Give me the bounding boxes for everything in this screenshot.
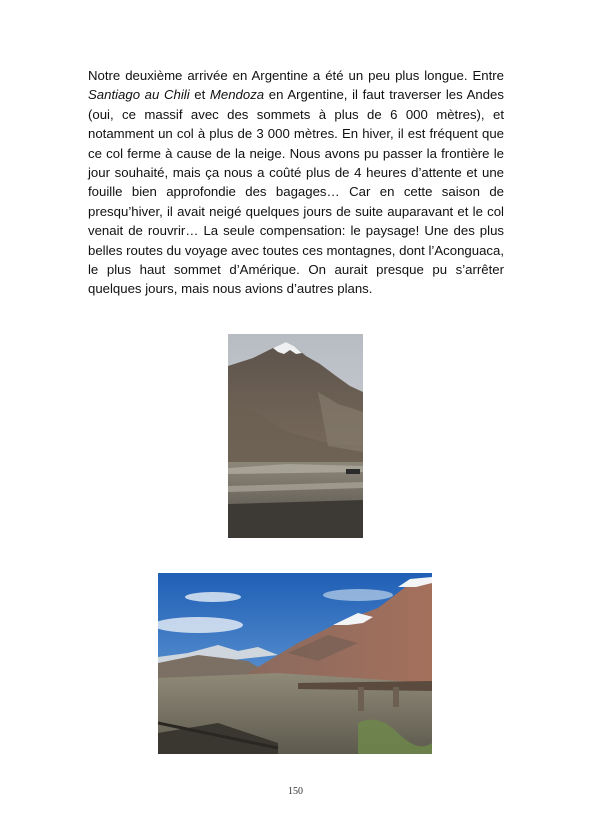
place-name-santiago: Santiago au Chili xyxy=(88,87,190,103)
text-run: en Argentine, il faut traverser les Andes (oui, ce massif avec des sommets à plus de 6 000 mètres), et notamment un col à plus de 3 000 mètres. En hiver, il est fréquent que ce col ferme à cause de la neige. Nous avons pu passer la frontière le jour souhaité, mais ça nous a coûté plus de 4 heures d’attente et une fouille bien approfondie des bagages… Car en cette saison de presqu’hiver, il avait neigé quelques jours de suite auparavant et le col venait de rouvrir… La seule compensation: le paysage! Une des plus belles routes du voyage avec toutes ces montagnes, dont l’Aconguaca, le plus haut sommet d’Amérique. On aurait presque pu s’arrêter quelques jours, mais nous avions d’autres plans. xyxy=(88,87,504,297)
text-run: Notre deuxième arrivée en Argentine a été un peu plus longue. Entre xyxy=(88,68,504,83)
text-run: et xyxy=(189,87,210,103)
mountain-pass-photo xyxy=(228,334,363,538)
place-name-mendoza: Mendoza xyxy=(209,87,265,103)
andes-valley-photo xyxy=(158,573,432,754)
page-number: 150 xyxy=(288,786,303,797)
body-paragraph xyxy=(88,66,504,299)
